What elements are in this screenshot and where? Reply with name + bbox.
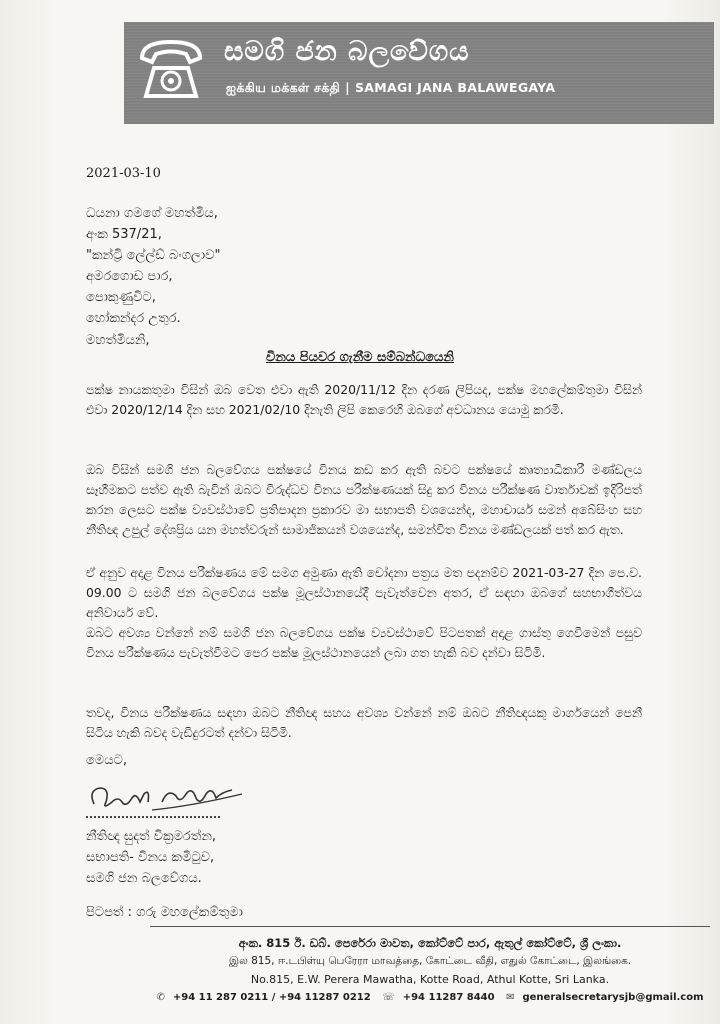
address-line: අමරගොඩ පාර,	[86, 269, 173, 284]
subtitle-separator: |	[345, 80, 350, 95]
copy-to: පිටපත් : ගරු මහලේකම්තුමා	[86, 905, 243, 920]
letterhead-subtitle	[226, 80, 555, 97]
footer-fax: +94 11287 8440	[402, 992, 495, 1003]
recipient-address	[86, 203, 220, 329]
footer-email: generalsecretarysjb@gmail.com	[522, 992, 704, 1003]
footer-phone: +94 11 287 0211 / +94 11287 0212	[172, 992, 371, 1003]
body-paragraph: ඔබ විසින් සමගි ජන බලවේගය පක්ෂයේ විනය කඩ කර ඇති බවට පක්ෂයේ කෘත්‍යාධිකාරී මණ්ඩලය සෑහීමකට පත්ව ඇති බැවින් ඔබට විරුද්ධව විනය පරීක්ෂණයක් සිදු කර විනය පරීක්ෂණ වාර්තාවක් ඉදිරිපත් කරන ලෙසට පක්ෂ ව්‍යවස්ථාවේ ප්‍රතිපාදන ප්‍රකාරව මා සභාපති වශයෙන්ද, මහාචාර්ය සමන් අබේසිංහ සහ නීතිඥ උපුල් දේශප්‍රිය යන මහත්වරුන් සාමාජිකයන් වශයෙන්ද, සමන්විත විනය මණ්ඩලයක් පත් කර ඇත.	[86, 462, 642, 537]
letter-subject: විනය පියවර ගැනීම සම්බන්ධයෙනි	[266, 350, 454, 365]
footer-address-tamil: இல 815, ஈ.டபிள்யு பெரேரா மாவத்தை, கோட்டை வீதி, எதுல் கோட்டை, இலங்கை.	[228, 955, 632, 967]
signer-block	[86, 826, 216, 889]
signature-dotted-line	[86, 816, 220, 818]
footer-address-english: No.815, E.W. Perera Mawatha, Kotte Road, Athul Kotte, Sri Lanka.	[250, 973, 610, 986]
address-line: පොකුණුවිට,	[86, 290, 156, 305]
letter-date: 2021-03-10	[86, 166, 161, 181]
signer-line: සභාපති- විනය කමිටුව,	[86, 850, 215, 865]
subtitle-english: SAMAGI JANA BALAWEGAYA	[354, 80, 556, 95]
handwritten-signature	[82, 772, 252, 818]
address-line: "කන්ට්‍රි ලේල්ඩ් බංගලාව"	[86, 248, 221, 263]
salutation: මහත්මියනි,	[86, 333, 150, 348]
telephone-logo-icon	[134, 32, 208, 106]
body-paragraph: තවද, විනය පරීක්ෂණය සඳහා ඔබට නීතිඥ සහය අවශ්‍ය වන්නේ නම් ඔබට නීතිඥයකු මාර්ගයෙන් පෙනී සිටිය හැකි බවද වැඩිදුරටත් දන්වා සිටිමි.	[86, 705, 642, 740]
footer-address-sinhala: අංක. 815 ඊ. ඩබ්. පෙරේරා මාවත, කෝට්ටේ පාර, ඇතුල් කෝට්ටේ, ශ්‍රී ලංකා.	[238, 936, 622, 950]
footer-divider	[150, 926, 710, 927]
body-paragraph: පක්ෂ නායකතුමා විසින් ඔබ වෙත එවා ඇති 2020/11/12 දින දරණ ලිපියද, පක්ෂ මහලේකම්තුමා විසින් එවා 2020/12/14 දින සහ 2021/02/10 දිනැති ලිපි කෙරෙහි ඔබගේ අවධානය යොමු කරමි.	[86, 382, 642, 417]
letterhead-banner	[124, 22, 714, 124]
fax-icon: ☏	[382, 992, 395, 1003]
email-icon: ✉	[506, 992, 515, 1003]
closing: මෙයට,	[86, 753, 128, 768]
address-line: ධයනා ගමගේ මහත්මිය,	[86, 206, 218, 221]
letterhead-title: සමගි ජන බලවේගය	[224, 36, 470, 67]
body-paragraph: ඒ අනුව අදාළ විනය පරීක්ෂණය මේ සමග අමුණා ඇති චෝදනා පත්‍රය මත පදනම්ව 2021-03-27 දින පෙ.ව. 09.00 ට සමගි ජන බලවේගය පක්ෂ මූලස්ථානයේදී පැවැත්වෙන අතර, ඒ සඳහා ඔබගේ සහභාගීත්වය අනිවාර්ය වේ.	[86, 565, 642, 620]
body-paragraph: ඔබට අවශ්‍ය වන්නේ නම් සමගි ජන බලවේගය පක්ෂ ව්‍යවස්ථාවේ පිටපතක් අදාළ ගාස්තු ගෙවීමෙන් පසුව විනය පරීක්ෂණය පැවැත්වීමට පෙර පක්ෂ මූලස්ථානයෙන් ලබා ගත හැකි බව දන්වා සිටිමි.	[86, 625, 642, 660]
address-line: හෝකන්දර උතුර.	[86, 311, 181, 326]
signer-line: සමගි ජන බලවේගය.	[86, 871, 202, 886]
subtitle-tamil: ஐக்கிய மக்கள் சக்தி	[226, 80, 341, 95]
phone-icon: ✆	[156, 992, 165, 1003]
address-line: අංක 537/21,	[86, 227, 162, 242]
footer-contacts	[150, 992, 710, 1003]
signer-line: නීතිඥ සුදත් වික්‍රමරත්න,	[86, 829, 217, 844]
